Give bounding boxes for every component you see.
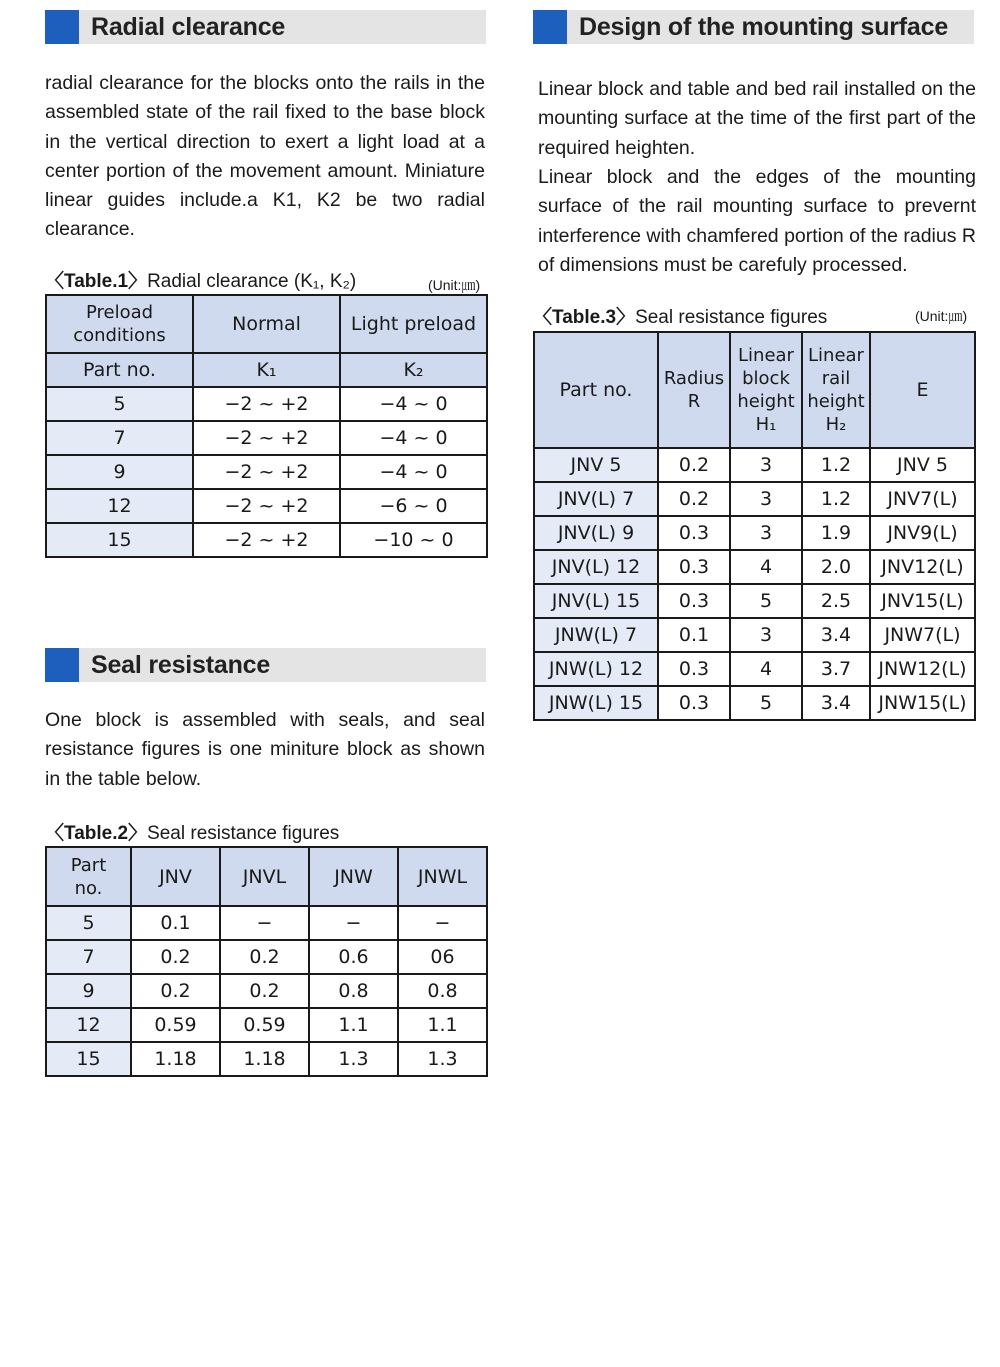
table1-header-k2: K₂ — [340, 353, 487, 387]
table-cell: 0.2 — [131, 974, 220, 1008]
table-cell: 4 — [730, 652, 802, 686]
table1-caption — [45, 266, 356, 293]
radial-clearance-text: radial clearance for the blocks onto the rails in the assembled state of the rail fixed to the base block in the vertical direction to exert a light load at a center portion of the movement amount. Miniature linear guides include.a K1, K2 be two radial clearance. — [45, 72, 485, 241]
table-cell: 15 — [46, 523, 193, 557]
radial-clearance-table — [45, 294, 488, 558]
table-cell: 1.2 — [802, 448, 870, 482]
table-cell: JNV(L) 15 — [534, 584, 658, 618]
table-cell: − — [398, 906, 487, 940]
radial-clearance-heading — [45, 10, 486, 44]
table-cell: 3 — [730, 516, 802, 550]
table-cell: 0.3 — [658, 550, 730, 584]
table-cell: 0.2 — [220, 940, 309, 974]
section-title: Radial clearance — [91, 12, 286, 41]
section-marker — [533, 10, 567, 44]
table-cell: 5 — [730, 686, 802, 720]
table-cell: −2 ~ +2 — [193, 489, 340, 523]
table-row — [534, 584, 975, 618]
table-row — [534, 516, 975, 550]
mounting-text-2: Linear block and the edges of the mounting surface of the rail mounting surface to prevernt interference with chamfered portion of the radius R of dimensions must be carefuly processed. — [538, 166, 976, 276]
table3-caption — [533, 302, 827, 329]
table-cell: 12 — [46, 489, 193, 523]
table-row — [534, 686, 975, 720]
table-cell: 0.2 — [658, 448, 730, 482]
table-cell: 1.3 — [398, 1042, 487, 1076]
table-cell: 0.3 — [658, 686, 730, 720]
table-cell: 0.2 — [131, 940, 220, 974]
table2-header-jnw: JNW — [309, 847, 398, 906]
table-cell: −2 ~ +2 — [193, 523, 340, 557]
table-cell: −2 ~ +2 — [193, 421, 340, 455]
table-cell: 9 — [46, 455, 193, 489]
table-cell: JNV(L) 12 — [534, 550, 658, 584]
table-cell: 0.2 — [658, 482, 730, 516]
table-row — [46, 421, 487, 455]
table-cell: 3.4 — [802, 618, 870, 652]
table-cell: 15 — [46, 1042, 131, 1076]
table-cell: 3 — [730, 618, 802, 652]
section-title: Design of the mounting surface — [579, 12, 949, 41]
table-cell: 0.6 — [309, 940, 398, 974]
table-cell: JNW(L) 12 — [534, 652, 658, 686]
table-cell: 5 — [46, 906, 131, 940]
table-cell: 9 — [46, 974, 131, 1008]
table-cell: 0.59 — [131, 1008, 220, 1042]
table-cell: 0.2 — [220, 974, 309, 1008]
table-cell: 0.8 — [309, 974, 398, 1008]
table1-caption-text: Radial clearance (K₁, K₂) — [147, 271, 357, 292]
table-cell: 1.1 — [398, 1008, 487, 1042]
table-cell: − — [220, 906, 309, 940]
table-cell: 1.18 — [131, 1042, 220, 1076]
table-cell: JNV7(L) — [870, 482, 975, 516]
table-cell: −4 ~ 0 — [340, 387, 487, 421]
table2-tag: 〈Table.2〉 — [45, 823, 148, 844]
table1-header-part: Part no. — [46, 353, 193, 387]
table3-header-block-height: Linear block height H₁ — [730, 332, 802, 448]
table3-unit: (Unit:㎛) — [915, 308, 968, 324]
table-cell: 7 — [46, 421, 193, 455]
table2-caption-text: Seal resistance figures — [147, 823, 340, 844]
mounting-surface-table — [533, 331, 976, 721]
table-row — [46, 1008, 487, 1042]
table-cell: 12 — [46, 1008, 131, 1042]
table-cell: JNW15(L) — [870, 686, 975, 720]
table-cell: 5 — [730, 584, 802, 618]
table-cell: 4 — [730, 550, 802, 584]
table-cell: 0.1 — [658, 618, 730, 652]
table-cell: 3 — [730, 482, 802, 516]
table-row — [46, 906, 487, 940]
table-cell: 0.3 — [658, 584, 730, 618]
table-cell: 2.0 — [802, 550, 870, 584]
table-row — [534, 482, 975, 516]
section-marker — [45, 648, 79, 682]
table-row — [46, 489, 487, 523]
table-row — [46, 974, 487, 1008]
table-row — [534, 618, 975, 652]
table-row — [46, 523, 487, 557]
table-cell: −4 ~ 0 — [340, 455, 487, 489]
seal-resistance-heading — [45, 648, 486, 682]
section-marker — [45, 10, 79, 44]
table-cell: 1.1 — [309, 1008, 398, 1042]
table-cell: 2.5 — [802, 584, 870, 618]
table-cell: JNV(L) 7 — [534, 482, 658, 516]
mounting-surface-heading — [533, 10, 974, 44]
table2-header-jnvl: JNVL — [220, 847, 309, 906]
table-cell: 0.8 — [398, 974, 487, 1008]
table-row — [534, 652, 975, 686]
table-cell: −10 ~ 0 — [340, 523, 487, 557]
table-cell: 0.3 — [658, 652, 730, 686]
table2-header-jnwl: JNWL — [398, 847, 487, 906]
table-row — [534, 448, 975, 482]
table-row — [46, 387, 487, 421]
table-cell: JNW7(L) — [870, 618, 975, 652]
table3-header-radius: Radius R — [658, 332, 730, 448]
table3-tag: 〈Table.3〉 — [533, 307, 636, 328]
table-cell: JNV15(L) — [870, 584, 975, 618]
table-cell: −4 ~ 0 — [340, 421, 487, 455]
table1-header-preload: Preload conditions — [46, 295, 193, 353]
section-title: Seal resistance — [91, 650, 271, 679]
table-cell: 0.59 — [220, 1008, 309, 1042]
table-cell: JNV 5 — [870, 448, 975, 482]
table-cell: 0.3 — [658, 516, 730, 550]
table-cell: −2 ~ +2 — [193, 455, 340, 489]
table1-header-k1: K₁ — [193, 353, 340, 387]
table-cell: JNV12(L) — [870, 550, 975, 584]
table-cell: 06 — [398, 940, 487, 974]
table-cell: 0.1 — [131, 906, 220, 940]
table1-unit: (Unit:㎛) — [428, 277, 481, 293]
table3-header-rail-height: Linear rail height H₂ — [802, 332, 870, 448]
table-cell: JNV 5 — [534, 448, 658, 482]
table-cell: 1.2 — [802, 482, 870, 516]
table-row — [46, 940, 487, 974]
table-row — [46, 1042, 487, 1076]
table-cell: 1.18 — [220, 1042, 309, 1076]
table-cell: JNW(L) 7 — [534, 618, 658, 652]
table2-header-jnv: JNV — [131, 847, 220, 906]
table-cell: JNW12(L) — [870, 652, 975, 686]
table1-header-normal: Normal — [193, 295, 340, 353]
table-cell: 7 — [46, 940, 131, 974]
seal-resistance-table — [45, 846, 488, 1077]
table3-header-e: E — [870, 332, 975, 448]
table2-header-part: Part no. — [46, 847, 131, 906]
mounting-text-1: Linear block and table and bed rail installed on the mounting surface at the time of the first part of the required heighten. — [538, 78, 976, 159]
table-cell: 1.9 — [802, 516, 870, 550]
table2-caption — [45, 818, 339, 845]
table1-tag: 〈Table.1〉 — [45, 271, 148, 292]
table-cell: JNV(L) 9 — [534, 516, 658, 550]
table1-header-light: Light preload — [340, 295, 487, 353]
table-cell: JNW(L) 15 — [534, 686, 658, 720]
table-cell: 1.3 — [309, 1042, 398, 1076]
table-cell: 3.7 — [802, 652, 870, 686]
table-row — [46, 455, 487, 489]
table-cell: − — [309, 906, 398, 940]
table-cell: 3.4 — [802, 686, 870, 720]
table-cell: 3 — [730, 448, 802, 482]
table-cell: JNV9(L) — [870, 516, 975, 550]
table-cell: −6 ~ 0 — [340, 489, 487, 523]
seal-resistance-text: One block is assembled with seals, and seal resistance figures is one miniture block as shown in the table below. — [45, 709, 485, 790]
table-cell: −2 ~ +2 — [193, 387, 340, 421]
table-row — [534, 550, 975, 584]
table3-header-part: Part no. — [534, 332, 658, 448]
table-cell: 5 — [46, 387, 193, 421]
table3-caption-text: Seal resistance figures — [635, 307, 828, 328]
